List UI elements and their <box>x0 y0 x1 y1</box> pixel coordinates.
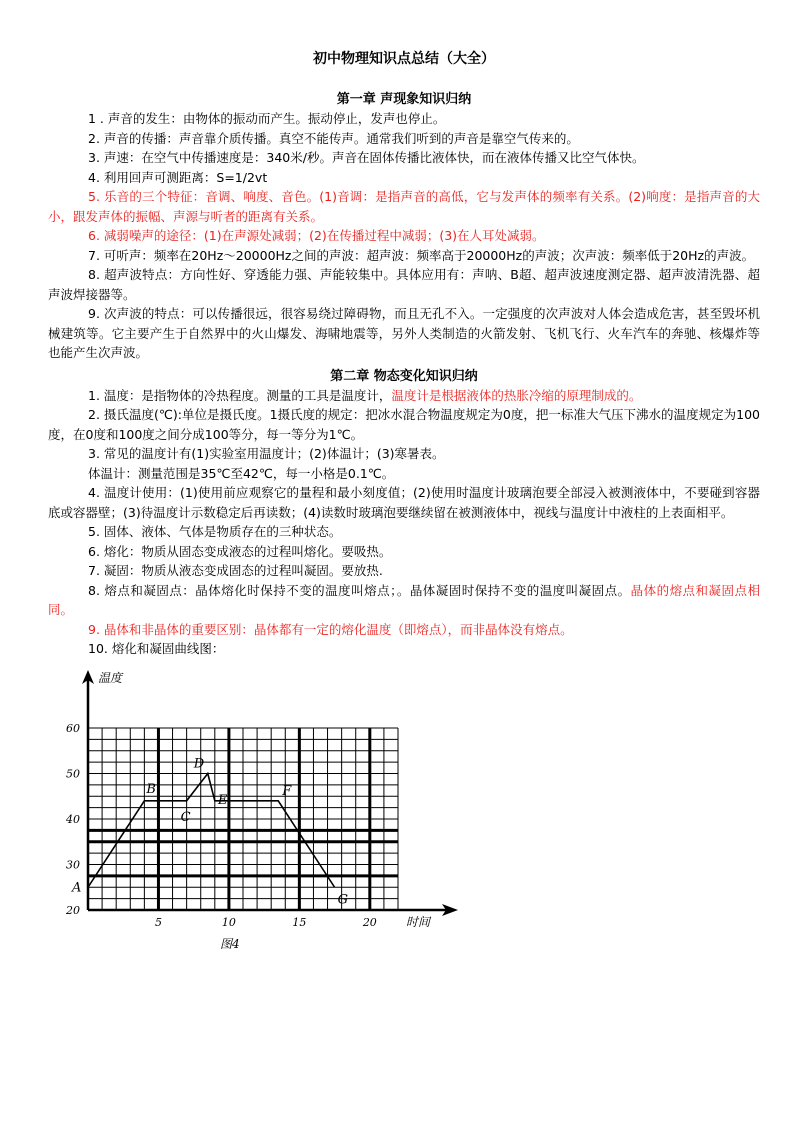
figure-caption: 图4 <box>220 937 240 951</box>
point-label-d: D <box>193 756 205 772</box>
y-tick-label: 50 <box>66 767 80 781</box>
paragraph-chapter1-6 <box>48 226 760 246</box>
chapter-1-body <box>48 109 760 363</box>
y-tick-label: 60 <box>66 722 80 735</box>
chart-svg <box>60 668 480 958</box>
text-segment: 7. 凝固：物质从液态变成固态的过程叫凝固。要放热. <box>88 563 383 578</box>
text-segment: 9. 次声波的特点：可以传播很远，很容易绕过障碍物，而且无孔不入。一定强度的次声波对人体会造成危害，甚至毁坏机械建筑等。它主要产生于自然界中的火山爆发、海啸地震等，另外人类制造的火箭发射、飞机飞行、火车汽车的奔驰、核爆炸等也能产生次声波。 <box>48 306 760 360</box>
text-segment: 1 . 声音的发生：由物体的振动而产生。振动停止，发声也停止。 <box>88 111 446 126</box>
text-segment: 体温计：测量范围是35℃至42℃，每一小格是0.1℃。 <box>88 465 395 481</box>
paragraph-chapter1-4 <box>48 168 760 188</box>
point-label-c: C <box>180 809 191 825</box>
text-segment: 7. 可听声：频率在20Hz～20000Hz之间的声波：超声波：频率高于20000Hz的声波；次声波：频率低于20Hz的声波。 <box>88 247 755 263</box>
paragraph-chapter1-1 <box>48 109 760 129</box>
text-segment: 6. 减弱噪声的途径：(1)在声源处减弱；(2)在传播过程中减弱；(3)在人耳处减弱。 <box>88 228 545 243</box>
paragraph-chapter1-3 <box>48 148 760 168</box>
paragraph-chapter1-9 <box>48 304 760 363</box>
paragraph-chapter2-7 <box>48 542 760 562</box>
x-tick-label: 10 <box>221 916 236 929</box>
text-segment: 晶体的熔点和凝固点相同。 <box>48 582 760 617</box>
text-segment: 4. 温度计使用：(1)使用前应观察它的量程和最小刻度值；(2)使用时温度计玻璃泡要全部浸入被测液体中，不要碰到容器底或容器壁；(3)待温度计示数稳定后再读数；(4)读数时玻璃泡要继续留在被测液体中，视线与温度计中液柱的上表面相平。 <box>48 485 760 520</box>
paragraph-chapter1-5 <box>48 187 760 226</box>
text-segment: 10. 熔化和凝固曲线图： <box>88 641 225 656</box>
text-segment: 6. 熔化：物质从固态变成液态的过程叫熔化。要吸热。 <box>88 543 392 559</box>
paragraph-chapter2-8 <box>48 561 760 581</box>
text-segment: 8. 熔点和凝固点：晶体熔化时保持不变的温度叫熔点；。晶体凝固时保持不变的温度叫凝固点。 <box>88 582 631 598</box>
point-label-a: A <box>72 880 82 896</box>
paragraph-chapter2-11 <box>48 639 760 659</box>
paragraph-chapter2-2 <box>48 405 760 444</box>
text-segment: 5. 固体、液体、气体是物质存在的三种状态。 <box>88 524 342 539</box>
paragraph-chapter2-6 <box>48 522 760 542</box>
point-label-f: F <box>282 783 292 799</box>
paragraph-chapter1-2 <box>48 129 760 149</box>
y-tick-label: 20 <box>66 904 80 917</box>
x-tick-label: 15 <box>292 916 307 929</box>
chapter-2-body <box>48 386 760 659</box>
y-tick-label: 30 <box>66 858 80 872</box>
x-tick-label: 5 <box>154 916 162 929</box>
paragraph-chapter1-8 <box>48 265 760 304</box>
paragraph-chapter2-9 <box>48 581 760 620</box>
paragraph-chapter2-5 <box>48 483 760 522</box>
paragraph-chapter2-3 <box>48 444 760 464</box>
text-segment: 1. 温度：是指物体的冷热程度。测量的工具是温度计， <box>88 387 392 403</box>
text-segment: 8. 超声波特点：方向性好、穿透能力强、声能较集中。具体应用有：声呐、B超、超声波速度测定器、超声波清洗器、超声波焊接器等。 <box>48 267 760 302</box>
text-segment: 3. 常见的温度计有(1)实验室用温度计；(2)体温计；(3)寒暑表。 <box>88 446 445 461</box>
text-segment: 2. 摄氏温度(℃):单位是摄氏度。1摄氏度的规定：把冰水混合物温度规定为0度，把一标准大气压下沸水的温度规定为100度，在0度和100度之间分成100等分，每一等分为1℃。 <box>48 407 760 442</box>
chapter-1-heading: 第一章 声现象知识归纳 <box>336 92 472 107</box>
x-tick-label: 20 <box>362 916 377 929</box>
point-label-e: E <box>217 792 228 808</box>
paragraph-chapter2-10 <box>48 620 760 640</box>
text-segment: 9. 晶体和非晶体的重要区别：晶体都有一定的熔化温度（即熔点），而非晶体没有熔点。 <box>88 621 573 637</box>
x-axis-label: 时间 <box>406 915 431 929</box>
melting-solidification-chart <box>60 668 480 958</box>
point-label-b: B <box>146 781 156 797</box>
chapter-2-heading: 第二章 物态变化知识归纳 <box>330 368 478 384</box>
text-segment: 2. 声音的传播：声音靠介质传播。真空不能传声。通常我们听到的声音是靠空气传来的。 <box>88 130 579 146</box>
paragraph-chapter1-7 <box>48 246 760 266</box>
document-page <box>48 40 760 659</box>
y-axis-label: 温度 <box>98 671 123 685</box>
text-segment: 3. 声速：在空气中传播速度是：340米/秒。声音在固体传播比液体快，而在液体传播又比空气体快。 <box>88 150 645 165</box>
point-label-g: G <box>337 892 348 908</box>
text-segment: 5. 乐音的三个特征：音调、响度、音色。(1)音调：是指声音的高低，它与发声体的频率有关系。(2)响度：是指声音的大小，跟发声体的振幅、声源与听者的距离有关系。 <box>48 189 760 224</box>
paragraph-chapter2-1 <box>48 386 760 406</box>
text-segment: 4. 利用回声可测距离：S=1/2vt <box>88 169 268 185</box>
paragraph-chapter2-4 <box>48 464 760 484</box>
y-tick-label: 40 <box>66 813 80 826</box>
text-segment: 温度计是根据液体的热胀冷缩的原理制成的。 <box>391 387 642 403</box>
document-title: 初中物理知识点总结（大全） <box>313 51 495 67</box>
